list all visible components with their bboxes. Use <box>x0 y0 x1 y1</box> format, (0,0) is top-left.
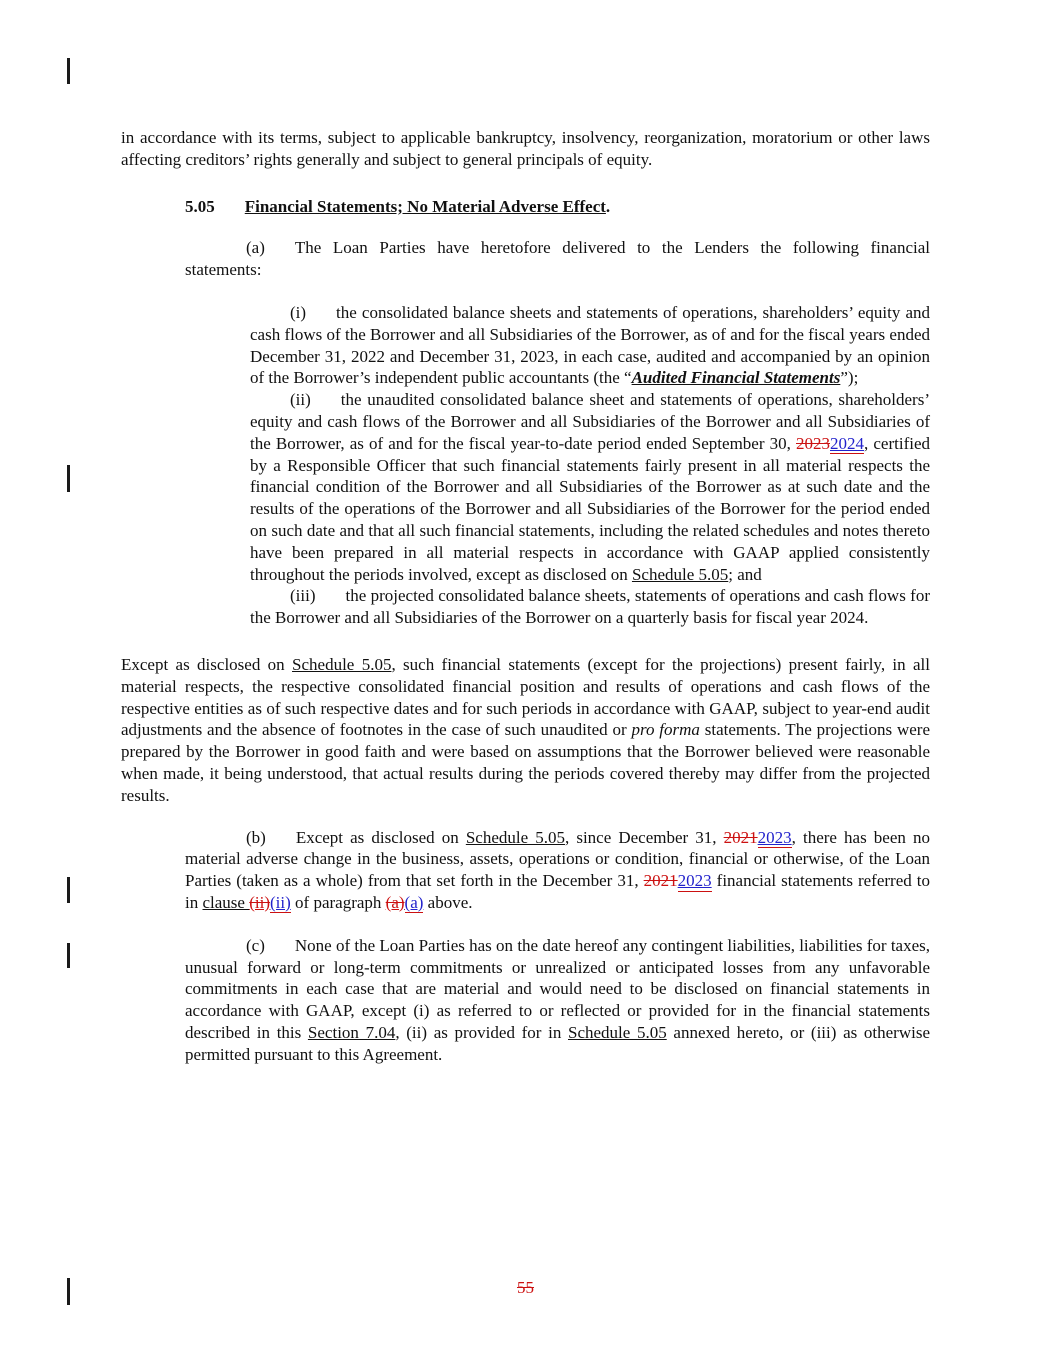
text-run: , such financial statements (except for the projections) present fairly, in all material respects, the respective consolidated financial position and results of operations and cash flows of the respective entities as of such respective dates and for such periods in accordance with GAAP, subject to year-end audit adjustments and the absence of footnotes in the case of such unaudited or <box>121 654 930 740</box>
text-run: The Loan Parties have heretofore delivered to the Lenders the following financial statements: <box>185 238 930 280</box>
change-bar <box>67 58 70 84</box>
paragraph-gaap-qualification <box>121 654 930 807</box>
inserted-text: 2023 <box>677 871 712 891</box>
text-run: Schedule 5.05 <box>465 827 565 847</box>
text-run: Audited Financial Statements <box>631 368 841 388</box>
text-run: above. <box>423 892 473 912</box>
text-run: None of the Loan Parties has on the date hereof any contingent liabilities, liabilities for taxes, unusual forward or long-term commitments or unrealized or anticipated losses from any unfavorable commitments in each case that are material and would need to be disclosed on financial statements in accordance with GAAP, except (i) as referred to or reflected or provided for in the financial statements described in this <box>185 935 930 1042</box>
change-bar <box>67 877 70 903</box>
text-run: annexed hereto, or (iii) as otherwise permitted pursuant to this Agreement. <box>185 1022 930 1064</box>
text-run: Financial Statements; No Material Adverse Effect <box>244 196 606 216</box>
text-run: ; and <box>728 564 762 584</box>
change-bar <box>67 1278 70 1305</box>
deleted-text: 2021 <box>643 871 678 891</box>
text-run: Section 7.04 <box>307 1022 396 1042</box>
text-run: Schedule 5.05 <box>292 654 392 674</box>
text-run: . <box>605 196 611 216</box>
inserted-text: (a) <box>404 892 424 912</box>
clause-iii <box>250 585 930 629</box>
inserted-text: 2024 <box>830 433 864 453</box>
text-run: , there has been no material adverse change in the business, assets, operations or condition, financial or otherwise, of the Loan Parties (taken as a whole) from that set forth in the December 31, <box>185 827 930 891</box>
deleted-text: (ii) <box>249 892 270 912</box>
deleted-text: (a) <box>385 892 405 912</box>
page-number: 55 <box>517 1278 534 1297</box>
deleted-text: 2021 <box>723 827 758 847</box>
paragraph-intro <box>121 127 930 171</box>
inserted-text: 2023 <box>757 827 792 847</box>
inserted-text: (ii) <box>270 892 291 912</box>
text-run: (a) <box>246 238 265 258</box>
text-run: 5.05 <box>185 196 215 216</box>
text-run: (i) <box>290 302 307 322</box>
text-run: financial statements referred to in <box>185 871 931 912</box>
text-run: (c) <box>246 935 265 955</box>
text-run: pro forma <box>631 720 700 740</box>
change-bar <box>67 465 70 492</box>
text-run: , (ii) as provided for in <box>395 1022 568 1042</box>
text-run: (b) <box>246 827 266 847</box>
text-run: Except as disclosed on <box>121 654 293 674</box>
text-run: Schedule 5.05 <box>631 564 729 584</box>
text-run: , certified by a Responsible Officer that such financial statements fairly present in all material respects the financial condition of the Borrower and all Subsidiaries of the Borrower as at such date and the results of the operations of the Borrower and all Subsidiaries of the Borrower for the period ended on such date and that all such financial statements, including the related schedules and notes thereto have been prepared in all material respects in accordance with GAAP applied consistently throughout the periods involved, except as disclosed on <box>250 433 930 584</box>
clause-ii <box>250 389 930 585</box>
text-run: in accordance with its terms, subject to applicable bankruptcy, insolvency, reorganization, moratorium or other laws affecting creditors’ rights generally and subject to general principals of equity. <box>121 128 930 169</box>
document-body <box>121 127 930 1086</box>
change-bar <box>67 943 70 968</box>
text-run: Schedule 5.05 <box>568 1022 667 1042</box>
text-run: of paragraph <box>290 892 386 912</box>
page-footer <box>121 1277 930 1299</box>
text-run: , since December 31, <box>564 827 724 847</box>
text-run: (ii) <box>290 390 311 410</box>
text-run: the consolidated balance sheets and statements of operations, shareholders’ equity and cash flows of the Borrower and all Subsidiaries of the Borrower, as of and for the fiscal years ended December 31, 2022 and December 31, 2023, in each case, audited and accompanied by an opinion of the Borrower’s independent public accountants (the “ <box>250 302 930 388</box>
text-run: the projected consolidated balance sheets, statements of operations and cash flows for the Borrower and all Subsidiaries of the Borrower on a quarterly basis for fiscal year 2024. <box>250 586 930 628</box>
text-run: statements. The projections were prepared by the Borrower in good faith and were based on assumptions that the Borrower believed were reasonable when made, it being understood, that actual results during the periods covered thereby may differ from the projected results. <box>121 720 930 805</box>
section-heading-5-05 <box>185 196 930 218</box>
clause-i <box>250 302 930 389</box>
deleted-text: 2023 <box>796 433 830 453</box>
text-run: the unaudited consolidated balance sheet and statements of operations, shareholders’ equity and cash flows of the Borrower and all Subsidiaries of the Borrower and all Subsidiaries of the Borrower, as of and for the fiscal year-to-date period ended September 30, <box>250 390 930 453</box>
paragraph-a <box>185 237 930 281</box>
paragraph-c <box>185 935 930 1066</box>
text-run: Except as disclosed on <box>295 827 466 847</box>
text-run: clause <box>202 892 250 912</box>
text-run: (iii) <box>290 586 316 606</box>
paragraph-b <box>185 827 930 914</box>
text-run: ”); <box>840 368 859 388</box>
